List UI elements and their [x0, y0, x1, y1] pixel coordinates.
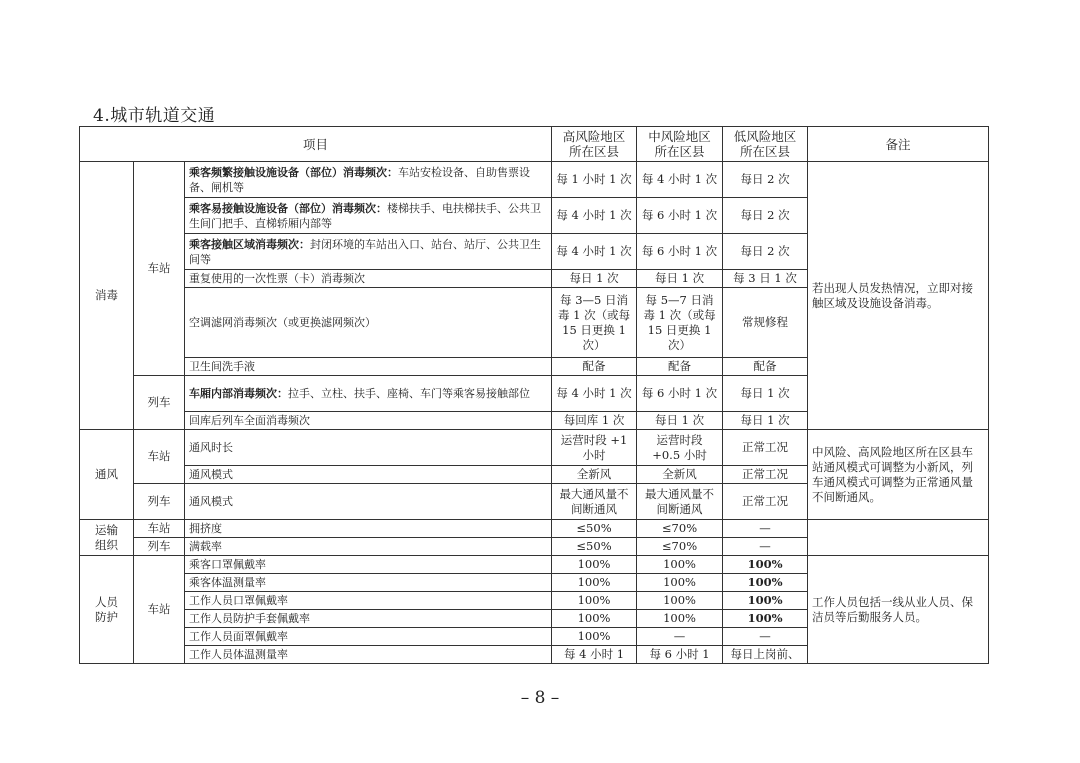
high-value: 每 4 小时 1 次	[552, 376, 637, 412]
category-personnel: 人员 防护	[80, 556, 134, 664]
mid-value: 每 4 小时 1 次	[637, 162, 723, 198]
mid-value: —	[637, 628, 723, 646]
header-remark: 备注	[808, 127, 989, 162]
header-mid: 中风险地区 所在区县	[637, 127, 723, 162]
high-value: 100%	[552, 628, 637, 646]
mid-value: 每日 1 次	[637, 412, 723, 430]
low-value: 正常工况	[723, 430, 808, 466]
mid-value: 每日 1 次	[637, 270, 723, 288]
item-cell: 乘客接触区域消毒频次：封闭环境的车站出入口、站台、站厅、公共卫生间等	[185, 234, 552, 270]
high-value: 100%	[552, 556, 637, 574]
low-value: 100%	[723, 592, 808, 610]
high-value: 每 3—5 日消毒 1 次（或每 15 日更换 1 次）	[552, 288, 637, 358]
item-cell: 回库后列车全面消毒频次	[185, 412, 552, 430]
table-row	[80, 430, 989, 466]
item-cell: 拥挤度	[185, 520, 552, 538]
high-value: 最大通风量不间断通风	[552, 484, 637, 520]
mid-value: 每 6 小时 1	[637, 646, 723, 664]
category-disinfect: 消毒	[80, 162, 134, 430]
category-ventilation: 通风	[80, 430, 134, 520]
low-value: 每日 2 次	[723, 198, 808, 234]
low-value: —	[723, 538, 808, 556]
item-cell: 乘客体温测量率	[185, 574, 552, 592]
high-value: 运营时段 +1 小时	[552, 430, 637, 466]
header-item: 项目	[80, 127, 552, 162]
remark-disinfect: 若出现人员发热情况，立即对接触区域及设施设备消毒。	[808, 162, 989, 430]
low-value: 每日 1 次	[723, 376, 808, 412]
mid-value: 100%	[637, 574, 723, 592]
low-value: 100%	[723, 556, 808, 574]
high-value: 每 4 小时 1 次	[552, 234, 637, 270]
sub-station: 车站	[134, 520, 185, 538]
low-value: 常规修程	[723, 288, 808, 358]
sub-train: 列车	[134, 484, 185, 520]
low-value: 每日 2 次	[723, 234, 808, 270]
section-title: 4.城市轨道交通	[93, 106, 216, 126]
low-value: 配备	[723, 358, 808, 376]
low-value: —	[723, 520, 808, 538]
item-cell: 满载率	[185, 538, 552, 556]
item-cell: 通风时长	[185, 430, 552, 466]
sub-train: 列车	[134, 538, 185, 556]
item-cell: 工作人员体温测量率	[185, 646, 552, 664]
item-cell: 工作人员口罩佩戴率	[185, 592, 552, 610]
mid-value: 配备	[637, 358, 723, 376]
low-value: 每日上岗前、	[723, 646, 808, 664]
table-row	[80, 520, 989, 538]
table-row	[80, 162, 989, 198]
high-value: 全新风	[552, 466, 637, 484]
mid-value: 全新风	[637, 466, 723, 484]
high-value: 每 4 小时 1	[552, 646, 637, 664]
rail-transit-table	[79, 126, 989, 664]
low-value: 100%	[723, 574, 808, 592]
header-row	[80, 127, 989, 162]
high-value: 每回库 1 次	[552, 412, 637, 430]
sub-station: 车站	[134, 162, 185, 376]
header-low: 低风险地区 所在区县	[723, 127, 808, 162]
item-cell: 空调滤网消毒频次（或更换滤网频次）	[185, 288, 552, 358]
sub-station: 车站	[134, 430, 185, 484]
page-number: – 8 –	[520, 688, 560, 708]
item-cell: 车厢内部消毒频次：拉手、立柱、扶手、座椅、车门等乘客易接触部位	[185, 376, 552, 412]
item-cell: 通风模式	[185, 484, 552, 520]
mid-value: ≤70%	[637, 538, 723, 556]
item-cell: 乘客易接触设施设备（部位）消毒频次：楼梯扶手、电扶梯扶手、公共卫生间门把手、直梯轿厢内部等	[185, 198, 552, 234]
mid-value: 100%	[637, 556, 723, 574]
mid-value: 100%	[637, 610, 723, 628]
high-value: 100%	[552, 592, 637, 610]
low-value: 正常工况	[723, 466, 808, 484]
high-value: 100%	[552, 574, 637, 592]
category-transport: 运输 组织	[80, 520, 134, 556]
mid-value: 每 6 小时 1 次	[637, 376, 723, 412]
mid-value: 运营时段 +0.5 小时	[637, 430, 723, 466]
high-value: 每 1 小时 1 次	[552, 162, 637, 198]
low-value: —	[723, 628, 808, 646]
item-cell: 卫生间洗手液	[185, 358, 552, 376]
mid-value: 每 6 小时 1 次	[637, 198, 723, 234]
high-value: 每 4 小时 1 次	[552, 198, 637, 234]
low-value: 正常工况	[723, 484, 808, 520]
sub-station: 车站	[134, 556, 185, 664]
item-cell: 工作人员防护手套佩戴率	[185, 610, 552, 628]
remark-transport	[808, 520, 989, 556]
low-value: 每日 2 次	[723, 162, 808, 198]
item-cell: 重复使用的一次性票（卡）消毒频次	[185, 270, 552, 288]
high-value: ≤50%	[552, 520, 637, 538]
table-row	[80, 556, 989, 574]
high-value: 配备	[552, 358, 637, 376]
low-value: 每日 1 次	[723, 412, 808, 430]
high-value: 每日 1 次	[552, 270, 637, 288]
mid-value: 每 6 小时 1 次	[637, 234, 723, 270]
high-value: ≤50%	[552, 538, 637, 556]
item-cell: 通风模式	[185, 466, 552, 484]
item-cell: 乘客频繁接触设施设备（部位）消毒频次：车站安检设备、自助售票设备、闸机等	[185, 162, 552, 198]
low-value: 100%	[723, 610, 808, 628]
item-cell: 乘客口罩佩戴率	[185, 556, 552, 574]
low-value: 每 3 日 1 次	[723, 270, 808, 288]
remark-ventilation: 中风险、高风险地区所在区县车站通风模式可调整为小新风，列车通风模式可调整为正常通风量不间断通风。	[808, 430, 989, 520]
header-high: 高风险地区 所在区县	[552, 127, 637, 162]
mid-value: 最大通风量不间断通风	[637, 484, 723, 520]
item-cell: 工作人员面罩佩戴率	[185, 628, 552, 646]
high-value: 100%	[552, 610, 637, 628]
mid-value: 100%	[637, 592, 723, 610]
mid-value: 每 5—7 日消毒 1 次（或每 15 日更换 1 次）	[637, 288, 723, 358]
sub-train: 列车	[134, 376, 185, 430]
mid-value: ≤70%	[637, 520, 723, 538]
remark-personnel: 工作人员包括一线从业人员、保洁员等后勤服务人员。	[808, 556, 989, 664]
